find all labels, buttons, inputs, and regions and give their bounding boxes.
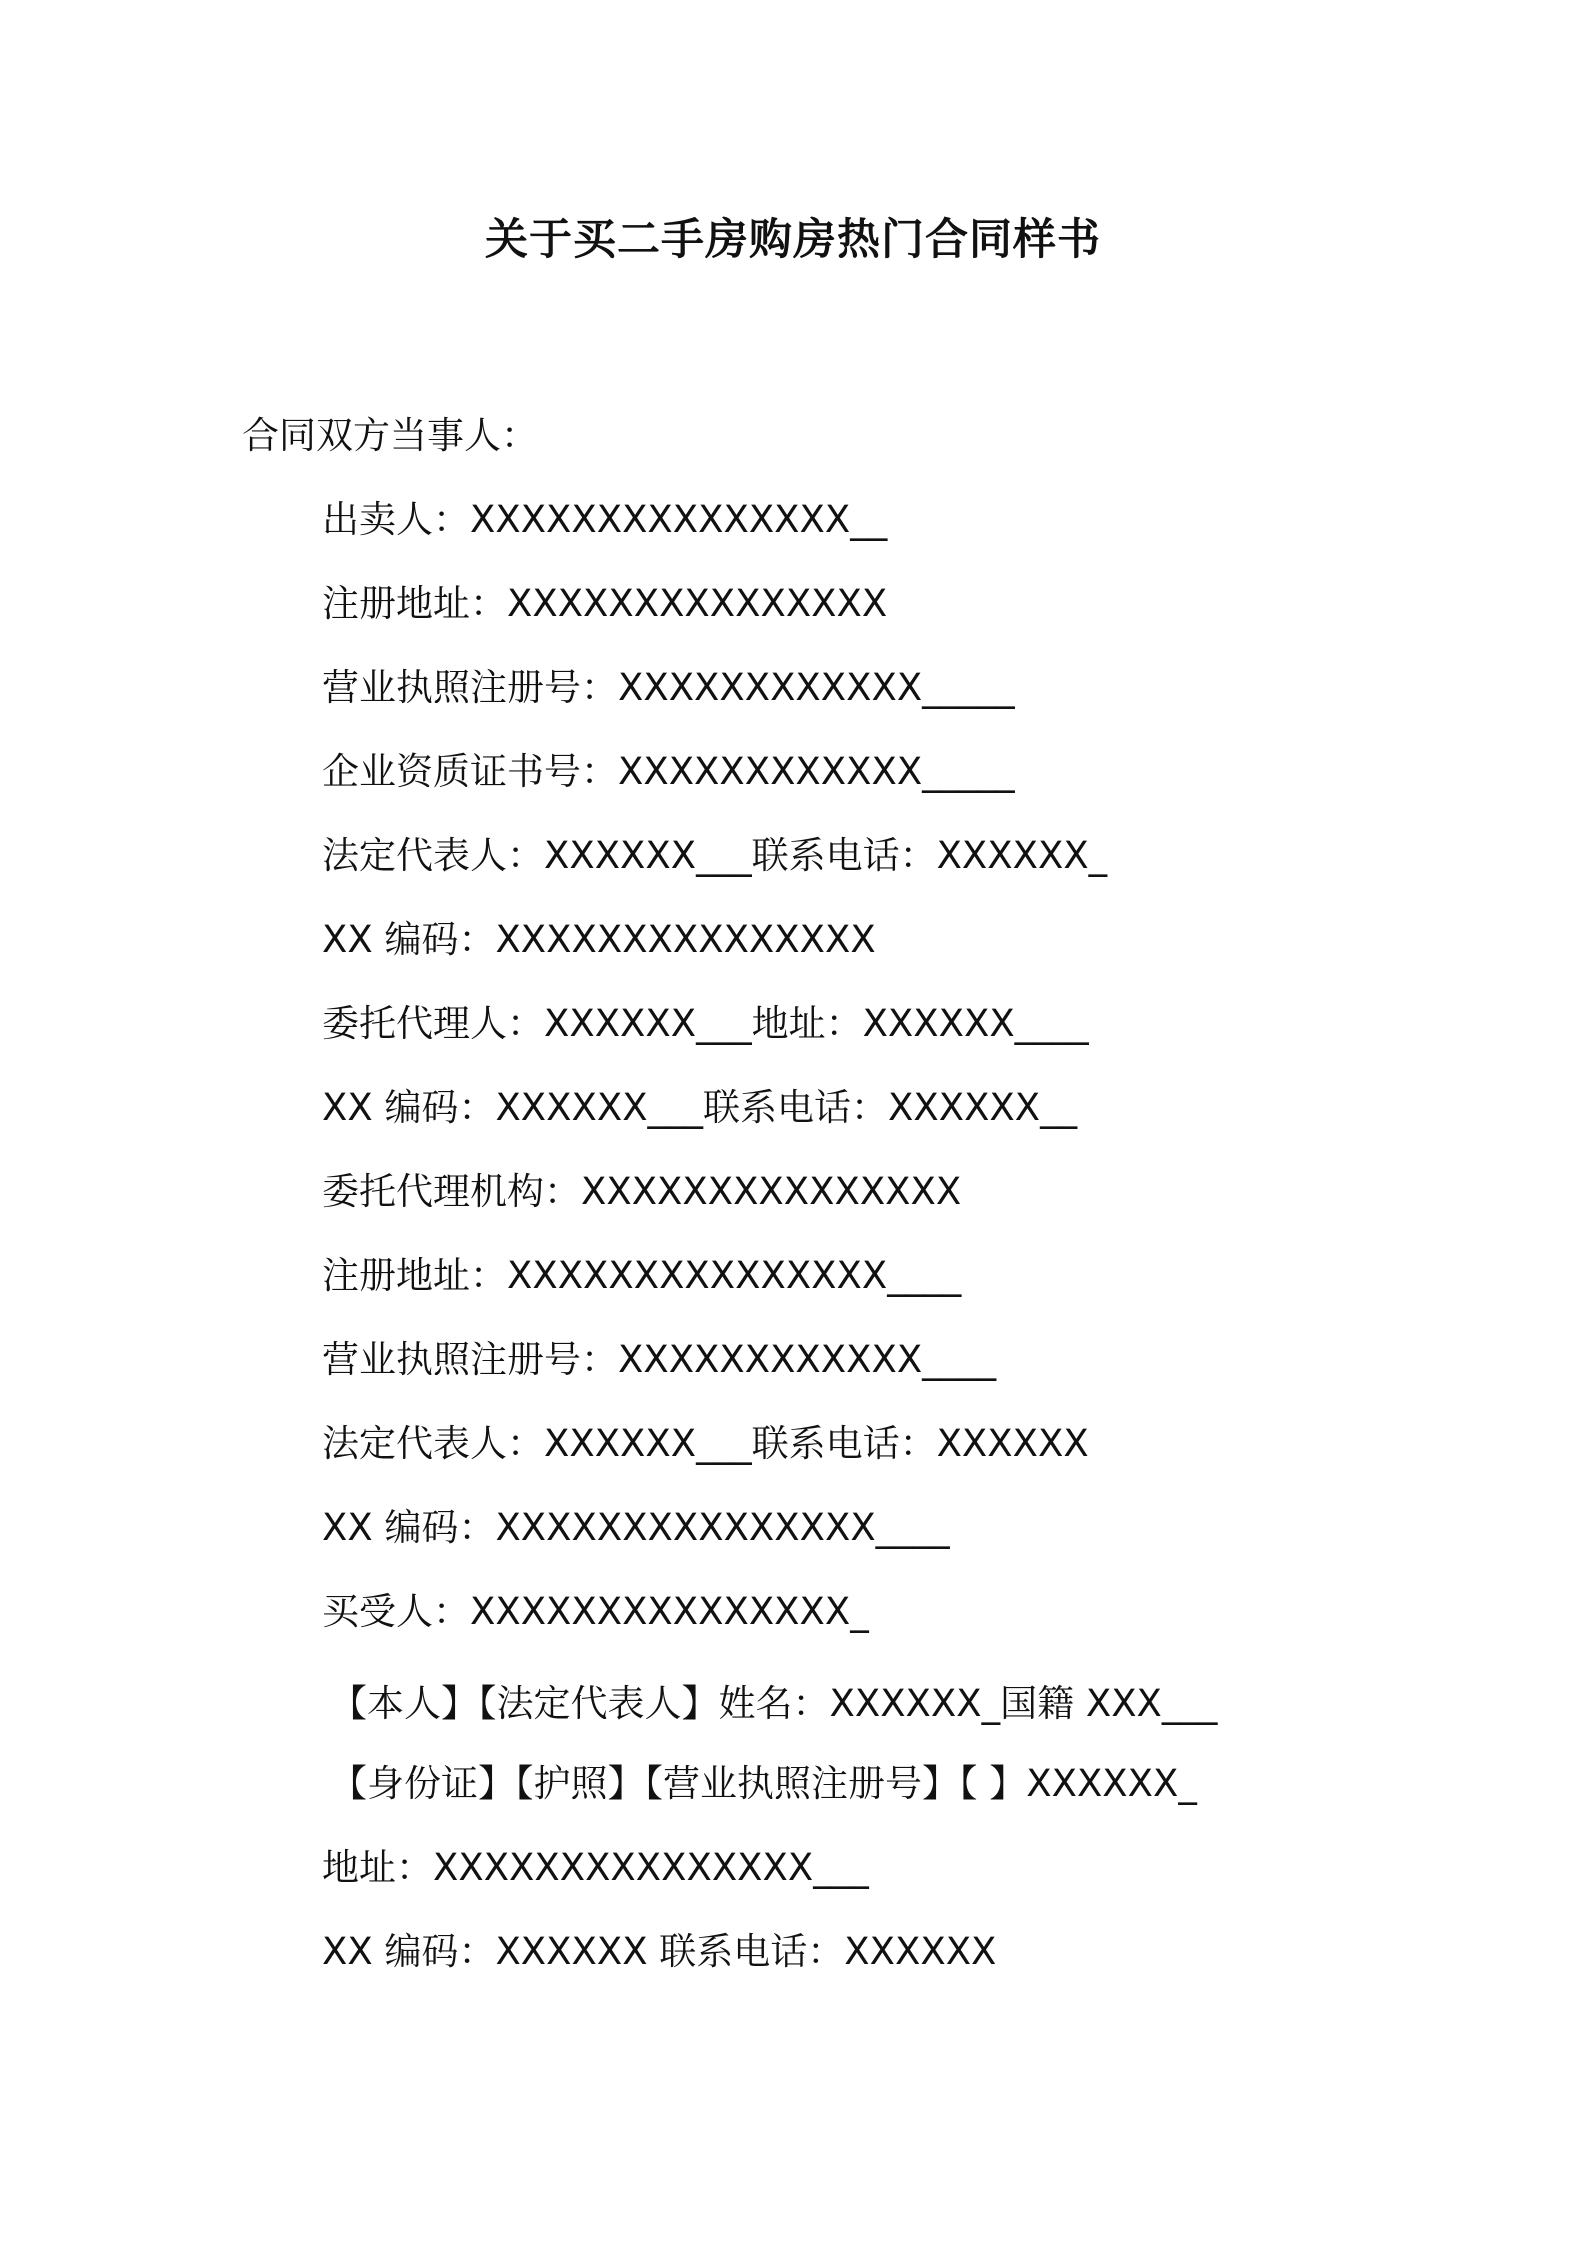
seller-line: 出卖人：XXXXXXXXXXXXXXX__	[322, 498, 888, 541]
seller-postal-code-line: XX 编码：XXXXXXXXXXXXXXX	[322, 918, 876, 961]
agency-line: 委托代理机构：XXXXXXXXXXXXXXX	[322, 1170, 962, 1213]
agent-postal-code-line: XX 编码：XXXXXX___联系电话：XXXXXX__	[322, 1086, 1078, 1129]
buyer-id-document-line: 【身份证】【护照】【营业执照注册号】【 】XXXXXX_	[330, 1762, 1197, 1805]
buyer-postal-code-line: XX 编码：XXXXXX 联系电话：XXXXXX	[322, 1930, 997, 1973]
seller-qualification-cert-line: 企业资质证书号：XXXXXXXXXXXX_____	[322, 750, 1015, 793]
buyer-name-nationality-line: 【本人】【法定代表人】姓名：XXXXXX_国籍 XXX___	[330, 1682, 1218, 1725]
agent-line: 委托代理人：XXXXXX___地址：XXXXXX____	[322, 1002, 1089, 1045]
section-heading-parties: 合同双方当事人：	[242, 414, 538, 457]
buyer-line: 买受人：XXXXXXXXXXXXXXX_	[322, 1590, 869, 1633]
agency-registered-address-line: 注册地址：XXXXXXXXXXXXXXX____	[322, 1254, 962, 1297]
seller-registered-address-line: 注册地址：XXXXXXXXXXXXXXX	[322, 582, 888, 625]
agency-business-license-line: 营业执照注册号：XXXXXXXXXXXX____	[322, 1338, 997, 1381]
seller-legal-rep-line: 法定代表人：XXXXXX___联系电话：XXXXXX_	[322, 834, 1108, 877]
agency-legal-rep-line: 法定代表人：XXXXXX___联系电话：XXXXXX	[322, 1422, 1089, 1465]
agency-postal-code-line: XX 编码：XXXXXXXXXXXXXXX____	[322, 1506, 950, 1549]
document-title: 关于买二手房购房热门合同样书	[485, 215, 1101, 265]
buyer-address-line: 地址：XXXXXXXXXXXXXXX___	[322, 1846, 869, 1889]
seller-business-license-line: 营业执照注册号：XXXXXXXXXXXX_____	[322, 666, 1015, 709]
